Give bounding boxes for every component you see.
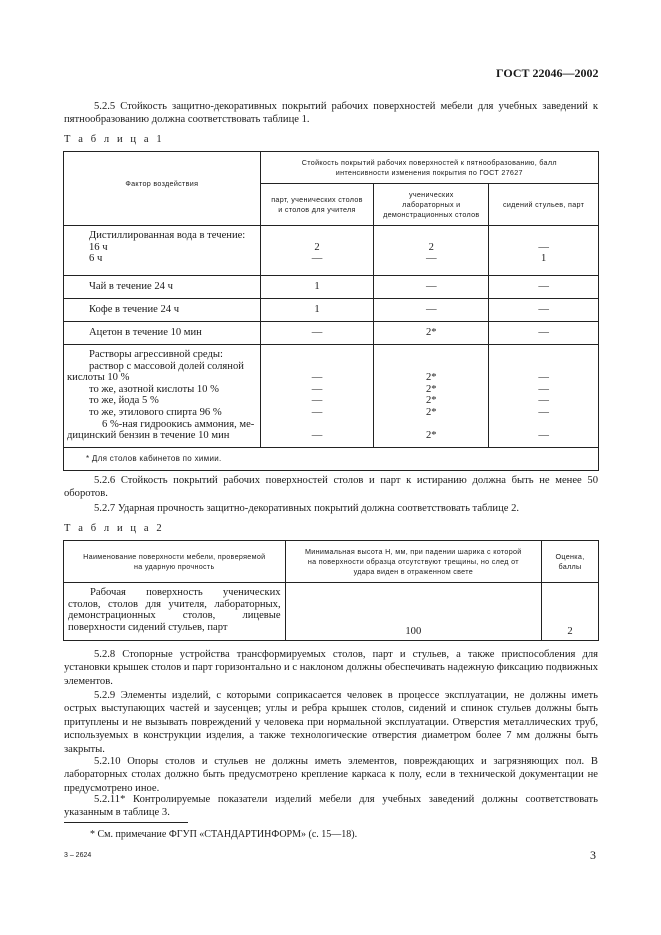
surface-name-cell: Рабочая поверхность ученических столов, столов для учителя, лабораторных, демонстрационных столов, лицевые поверхности сидений стульев, парт xyxy=(64,583,286,641)
cell-value: — xyxy=(260,322,374,345)
col-desks-header: парт, ученических столов и столов для учителя xyxy=(260,184,374,226)
cell-value: — xyxy=(489,322,599,345)
cell-value: — xyxy=(489,299,599,322)
row-factor-text: 6 %-ная гидроокись аммония, ме- xyxy=(102,418,255,430)
paragraph-5-2-8: 5.2.8 Стопорные устройства трансформируемых столов, парт и стульев, а также приспособления для установки крышек столов и парт горизонтально и с наклоном должны обеспечивать надежную фиксацию подвижных элементов. xyxy=(64,649,598,687)
min-height-cell: 100 xyxy=(285,583,541,641)
row-factor-text: то же, азотной кислоты 10 % xyxy=(89,383,219,395)
table-row xyxy=(64,583,599,641)
factor-header: Фактор воздействия xyxy=(64,152,261,226)
cell-value: 1 xyxy=(260,276,374,299)
table-row xyxy=(64,226,599,276)
row-factor-text: дицинский бензин в течение 10 мин xyxy=(67,430,230,442)
print-code: 3 – 2624 xyxy=(64,852,92,859)
table-1-footnote: * Для столов кабинетов по химии. xyxy=(64,448,599,471)
table-2-caption: Т а б л и ц а 2 xyxy=(64,523,165,534)
paragraph-5-2-5: 5.2.5 Стойкость защитно-декоративных покрытий рабочих поверхностей мебели для учебных заведений к пятнообразованию должна соответствовать таблице 1. xyxy=(64,101,598,126)
standard-number: ГОСТ 22046—2002 xyxy=(496,66,599,80)
table-row xyxy=(64,345,599,448)
score-cell: 2 xyxy=(542,583,599,641)
col-seats-header: сидений стульев, парт xyxy=(489,184,599,226)
row-factor-text: то же, йода 5 % xyxy=(89,395,159,407)
row-factor-text: то же, этилового спирта 96 % xyxy=(89,406,222,418)
row-factor-text: кислоты 10 % xyxy=(67,372,130,384)
cell-value: — xyxy=(538,241,549,253)
score-header: Оценка, баллы xyxy=(542,541,599,583)
min-height-header: Минимальная высота H, мм, при падении шарика с которой на поверхности образца отсутствуют трещины, но след от удара виден в отраженном свете xyxy=(285,541,541,583)
cell-value xyxy=(489,230,598,242)
cell-value: 2* xyxy=(426,372,437,384)
paragraph-5-2-7: 5.2.7 Ударная прочность защитно-декоративных покрытий должна соответствовать таблице 2. xyxy=(94,503,520,514)
cell-value: 1 xyxy=(260,299,374,322)
footnote-separator xyxy=(64,822,188,823)
cell-value: 2* xyxy=(426,395,437,407)
paragraph-5-2-6: 5.2.6 Стойкость покрытий рабочих поверхностей столов и парт к истиранию должна быть не менее 50 оборотов. xyxy=(64,475,598,500)
cell-value: — xyxy=(311,383,323,395)
cell-value: — xyxy=(538,430,549,442)
row-factor-text: Чай в течение 24 ч xyxy=(64,276,261,299)
cell-value: — xyxy=(538,395,549,407)
cell-value: 2* xyxy=(426,430,437,442)
cell-value xyxy=(374,230,488,242)
stain-resistance-header: Стойкость покрытий рабочих поверхностей к пятнообразованию, балл интенсивности изменения покрытия по ГОСТ 27627 xyxy=(260,152,598,184)
paragraph-5-2-11: 5.2.11* Контролируемые показатели изделий мебели для учебных заведений должны соответствовать указанным в таблице 3. xyxy=(64,794,598,819)
row-factor-text: 6 ч xyxy=(89,253,103,265)
table-1 xyxy=(63,151,599,471)
table-2 xyxy=(63,540,599,641)
cell-value: 1 xyxy=(540,253,547,265)
cell-value: — xyxy=(538,406,549,418)
cell-value: 2* xyxy=(426,406,437,418)
row-factor-text: 16 ч xyxy=(89,241,108,253)
cell-value: 2* xyxy=(426,383,437,395)
cell-value: — xyxy=(374,299,489,322)
row-factor-text: Ацетон в течение 10 мин xyxy=(64,322,261,345)
table-row xyxy=(64,276,599,299)
cell-value: — xyxy=(374,276,489,299)
cell-value: — xyxy=(538,383,549,395)
cell-value: — xyxy=(311,253,323,265)
page-number: 3 xyxy=(590,848,596,862)
col-lab-desks-header: ученических лабораторных и демонстрационных столов xyxy=(374,184,489,226)
paragraph-5-2-10: 5.2.10 Опоры столов и стульев не должны иметь элементов, повреждающих и загрязняющих пол. В лабораторных столах должно быть предусмотрено крепление каркаса к полу, если в технической документации не предусмотрено иное. xyxy=(64,756,598,794)
paragraph-5-2-9: 5.2.9 Элементы изделий, с которыми соприкасается человек в процессе эксплуатации, не должны иметь острых выступающих частей и заусенцев; углы и ребра крышек столов, сидений и спинок стульев должны быть притуплены и не вызывать повреждений у человека при нормальной эксплуатации. Отверстия металлических труб, используемых в конструкции изделия, а также технологические отверстия диаметром более 7 мм должны быть закрыты. xyxy=(64,690,598,755)
table-1-caption: Т а б л и ц а 1 xyxy=(64,134,165,145)
row-factor-text: Кофе в течение 24 ч xyxy=(64,299,261,322)
cell-value: 2 xyxy=(314,241,320,253)
cell-value: — xyxy=(311,430,323,442)
page-footnote: * См. примечание ФГУП «СТАНДАРТИНФОРМ» (с. 15—18). xyxy=(90,829,358,840)
cell-value: 2 xyxy=(428,241,434,253)
table-row xyxy=(64,299,599,322)
surface-name-header: Наименование поверхности мебели, проверяемой на ударную прочность xyxy=(64,541,286,583)
cell-value: — xyxy=(489,276,599,299)
row-factor-text: Растворы агрессивной среды: xyxy=(89,349,223,360)
cell-value: — xyxy=(426,253,437,265)
cell-value: — xyxy=(538,372,549,384)
cell-value xyxy=(261,230,374,242)
cell-value: — xyxy=(311,406,323,418)
cell-value: — xyxy=(311,395,323,407)
table-row xyxy=(64,322,599,345)
row-factor-text: Дистиллированная вода в течение: xyxy=(89,230,246,241)
row-factor-text: раствор с массовой долей соляной xyxy=(89,360,244,372)
cell-value: 2* xyxy=(374,322,489,345)
cell-value: — xyxy=(311,372,323,384)
